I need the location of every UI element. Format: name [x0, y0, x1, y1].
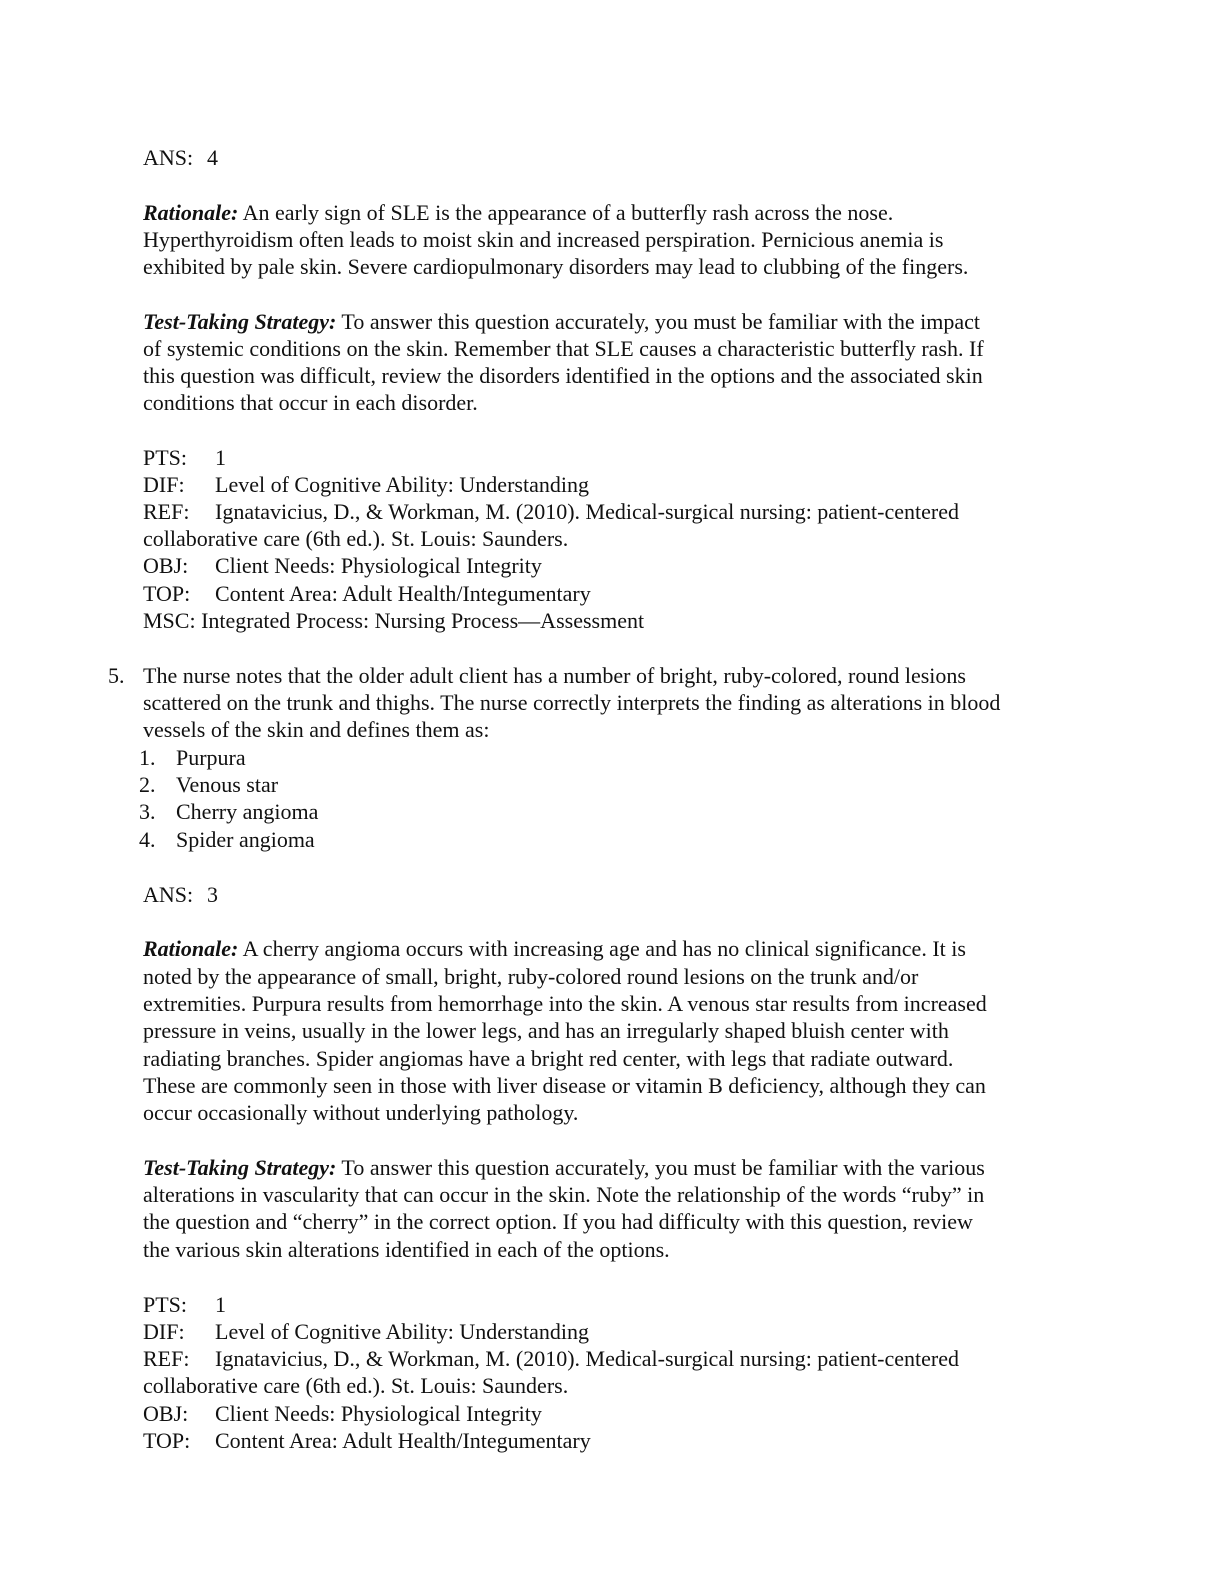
q4-ref-label: REF:: [143, 499, 190, 524]
q5-obj-label: OBJ:: [143, 1401, 189, 1426]
q5-ans-label: ANS:: [143, 882, 194, 907]
q5-obj-value: Client Needs: Physiological Integrity: [215, 1401, 542, 1426]
q4-top-value: Content Area: Adult Health/Integumentary: [215, 581, 591, 606]
q5-pts-value: 1: [215, 1292, 226, 1317]
q5-dif-label: DIF:: [143, 1319, 185, 1344]
q5-rationale-line: noted by the appearance of small, bright, ruby-colored round lesions on the trunk and/or: [143, 964, 919, 989]
q5-strategy-label: Test-Taking Strategy:: [143, 1155, 337, 1180]
q4-rationale-line: Rationale: An early sign of SLE is the appearance of a butterfly rash across the nose.: [143, 200, 894, 225]
q5-stem-line: scattered on the trunk and thighs. The nurse correctly interprets the finding as alterations in blood: [143, 690, 1001, 715]
q5-option-number: 4.: [139, 827, 156, 852]
q4-strategy-line: this question was difficult, review the disorders identified in the options and the associated skin: [143, 363, 983, 388]
q5-ref-continuation: collaborative care (6th ed.). St. Louis: Saunders.: [143, 1373, 569, 1398]
q5-dif-value: Level of Cognitive Ability: Understanding: [215, 1319, 589, 1344]
q4-strategy-line: of systemic conditions on the skin. Remember that SLE causes a characteristic butterfly rash. If: [143, 336, 984, 361]
q5-strategy-line: the various skin alterations identified in each of the options.: [143, 1237, 670, 1262]
q5-strategy-line: alterations in vascularity that can occur in the skin. Note the relationship of the words “ruby” in: [143, 1182, 985, 1207]
q4-dif-value: Level of Cognitive Ability: Understanding: [215, 472, 589, 497]
q4-ans-value: 4: [207, 145, 218, 170]
q4-obj-label: OBJ:: [143, 553, 189, 578]
q4-pts-value: 1: [215, 445, 226, 470]
q4-rationale-line: exhibited by pale skin. Severe cardiopulmonary disorders may lead to clubbing of the fingers.: [143, 254, 969, 279]
q4-top-label: TOP:: [143, 581, 191, 606]
q5-option-text: Venous star: [176, 772, 279, 797]
q5-top-label: TOP:: [143, 1428, 191, 1453]
q5-ref-value: Ignatavicius, D., & Workman, M. (2010). Medical-surgical nursing: patient-centered: [215, 1346, 959, 1371]
q5-rationale-line: occur occasionally without underlying pathology.: [143, 1100, 579, 1125]
q4-rationale-line: Hyperthyroidism often leads to moist skin and increased perspiration. Pernicious anemia is: [143, 227, 944, 252]
q5-stem-line: vessels of the skin and defines them as:: [143, 717, 490, 742]
q4-dif-label: DIF:: [143, 472, 185, 497]
q5-rationale-line: extremities. Purpura results from hemorrhage into the skin. A venous star results from increased: [143, 991, 987, 1016]
q4-rationale-label: Rationale:: [143, 200, 239, 225]
q5-pts-label: PTS:: [143, 1292, 188, 1317]
q4-strategy-line: conditions that occur in each disorder.: [143, 390, 478, 415]
q4-msc-line: MSC: Integrated Process: Nursing Process—Assessment: [143, 608, 645, 633]
q5-rationale-line: These are commonly seen in those with liver disease or vitamin B deficiency, although they can: [143, 1073, 986, 1098]
q5-strategy-line: the question and “cherry” in the correct option. If you had difficulty with this question, review: [143, 1209, 973, 1234]
q5-option-number: 2.: [139, 772, 156, 797]
q4-pts-label: PTS:: [143, 445, 188, 470]
q5-number: 5.: [108, 663, 125, 688]
q5-strategy-line: Test-Taking Strategy: To answer this question accurately, you must be familiar with the various: [143, 1155, 985, 1180]
q5-top-value: Content Area: Adult Health/Integumentary: [215, 1428, 591, 1453]
q5-rationale-line: pressure in veins, usually in the lower legs, and has an irregularly shaped bluish center with: [143, 1018, 949, 1043]
q4-ref-continuation: collaborative care (6th ed.). St. Louis: Saunders.: [143, 526, 569, 551]
q5-option-number: 3.: [139, 799, 156, 824]
q4-ref-value: Ignatavicius, D., & Workman, M. (2010). Medical-surgical nursing: patient-centered: [215, 499, 959, 524]
q4-strategy-line: Test-Taking Strategy: To answer this question accurately, you must be familiar with the impact: [143, 309, 980, 334]
q5-ans-value: 3: [207, 882, 218, 907]
q5-stem-line: The nurse notes that the older adult client has a number of bright, ruby-colored, round lesions: [143, 663, 966, 688]
q4-obj-value: Client Needs: Physiological Integrity: [215, 553, 542, 578]
q5-rationale-label: Rationale:: [143, 936, 239, 961]
q5-option-text: Purpura: [176, 745, 246, 770]
q5-ref-label: REF:: [143, 1346, 190, 1371]
q4-strategy-label: Test-Taking Strategy:: [143, 309, 337, 334]
q4-ans-label: ANS:: [143, 145, 194, 170]
q5-rationale-line: Rationale: A cherry angioma occurs with increasing age and has no clinical significance. It is: [143, 936, 966, 961]
q5-option-text: Cherry angioma: [176, 799, 319, 824]
q5-option-number: 1.: [139, 745, 156, 770]
q5-rationale-line: radiating branches. Spider angiomas have a bright red center, with legs that radiate outward.: [143, 1046, 954, 1071]
q5-option-text: Spider angioma: [176, 827, 315, 852]
